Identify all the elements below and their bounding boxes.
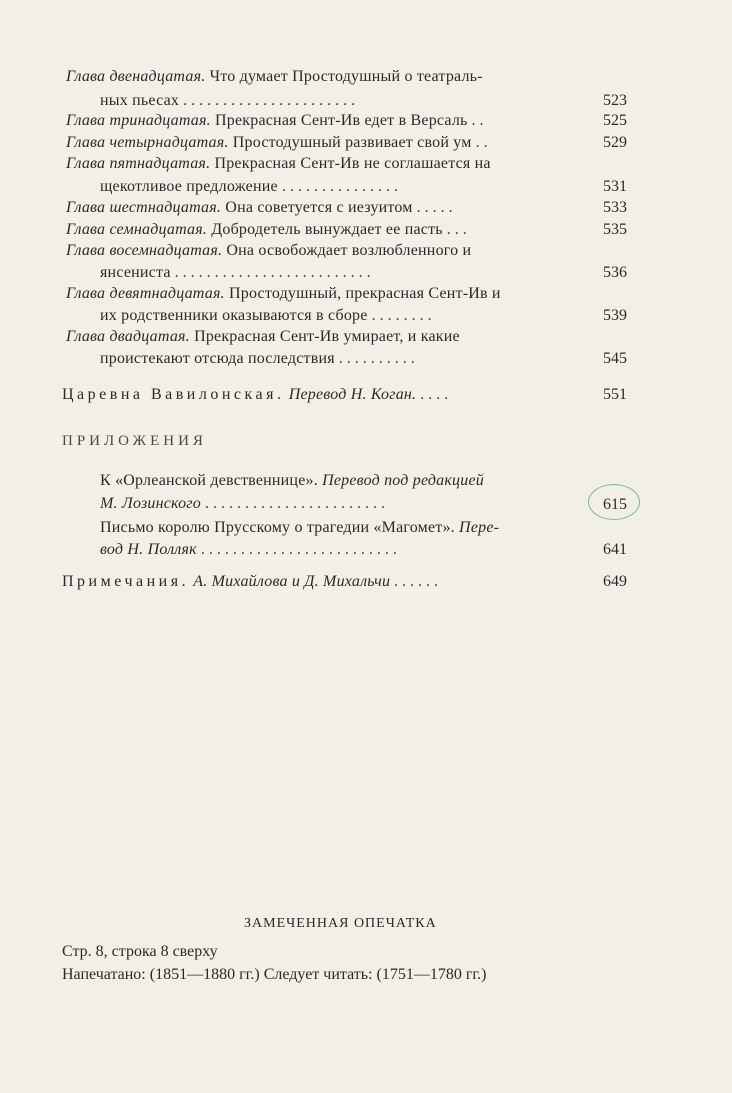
chapter-label: Глава девятнадцатая. [66,285,225,302]
errata-line-1: Стр. 8, строка 8 сверху [62,943,218,960]
toc-entry-13: Глава тринадцатая. Прекрасная Сент-Ив едет в Версаль . . [66,112,484,129]
page-number: 531 [603,178,627,195]
toc-entry-tsarevna: Царевна Вавилонская. Перевод Н. Коган. . . . . [62,386,449,403]
chapter-label: Глава пятнадцатая. [66,155,211,172]
page-number: 533 [603,199,627,216]
translator: Перевод Н. Коган. [284,386,417,403]
toc-entry-15-line1 [66,153,491,175]
appendix-editor: Перевод под редакцией [317,472,484,489]
chapter-title-cont: ных пьесах [100,92,180,109]
appendix-translator-cont: вод Н. Полляк [100,541,197,558]
appendix-title: К «Орлеанской девственнице». [100,472,318,489]
chapter-title: Прекрасная Сент-Ив не соглашается на [210,155,491,172]
chapter-title: Прекрасная Сент-Ив едет в Версаль [210,112,468,129]
chapter-title: Что думает Простодушный о театраль- [205,68,483,85]
page-number: 551 [603,386,627,403]
appendix-item-1-line1 [100,470,484,492]
chapter-label: Глава восемнадцатая. [66,242,223,259]
chapter-title-cont: янсениста [100,264,171,281]
page-number: 529 [603,134,627,151]
toc-entry-notes: Примечания. А. Михайлова и Д. Михальчи . . . . . . [62,573,439,590]
toc-entry-18-line2: янсениста . . . . . . . . . . . . . . . . . . . . . . . . . [100,264,371,281]
chapter-label: Глава двадцатая. [66,328,190,345]
toc-entry-17: Глава семнадцатая. Добродетель вынуждает ее пасть . . . [66,221,467,238]
notes-authors: А. Михайлова и Д. Михальчи [189,573,391,590]
chapter-title: Прекрасная Сент-Ив умирает, и какие [189,328,460,345]
appendix-title: Письмо королю Прусскому о трагедии «Магомет». [100,519,455,536]
chapter-title: Добродетель вынуждает ее пасть [207,221,443,238]
page-number: 523 [603,92,627,109]
page-number: 615 [603,496,627,513]
toc-entry-14: Глава четырнадцатая. Простодушный развивает свой ум . . [66,134,488,151]
appendix-item-2-line2: вод Н. Полляк . . . . . . . . . . . . . . . . . . . . . . . . . [100,541,397,558]
page-number: 525 [603,112,627,129]
chapter-label: Глава семнадцатая. [66,221,208,238]
appendix-item-1-line2: М. Лозинского . . . . . . . . . . . . . . . . . . . . . . . [100,495,385,512]
appendix-item-2-line1 [100,517,499,539]
appendix-heading: ПРИЛОЖЕНИЯ [62,433,207,449]
page-number: 536 [603,264,627,281]
chapter-title-cont: их родственники оказываются в сборе [100,307,368,324]
page-number: 641 [603,541,627,558]
appendix-translator: Пере- [454,519,500,536]
toc-entry-19-line1 [66,283,501,305]
chapter-title-cont: щекотливое предложение [100,178,278,195]
toc-entry-12-line2: ных пьесах . . . . . . . . . . . . . . . . . . . . . . [100,92,356,109]
work-title: Царевна Вавилонская. [62,386,285,403]
chapter-title-cont: проистекают отсюда последствия [100,350,335,367]
page-number: 535 [603,221,627,238]
toc-entry-12-line1 [66,66,483,88]
page-number: 545 [603,350,627,367]
chapter-title: Она освобождает возлюбленного и [222,242,472,259]
page-number: 539 [603,307,627,324]
toc-entry-18-line1 [66,240,471,262]
toc-entry-20-line1 [66,326,460,348]
toc-entry-16: Глава шестнадцатая. Она советуется с иезуитом . . . . . [66,199,453,216]
toc-entry-15-line2: щекотливое предложение . . . . . . . . . . . . . . . [100,178,398,195]
chapter-title: Простодушный развивает свой ум [228,134,472,151]
chapter-title: Она советуется с иезуитом [221,199,413,216]
chapter-label: Глава шестнадцатая. [66,199,222,216]
chapter-label: Глава тринадцатая. [66,112,211,129]
toc-entry-19-line2: их родственники оказываются в сборе . . . . . . . . [100,307,432,324]
appendix-editor-cont: М. Лозинского [100,495,201,512]
chapter-label: Глава четырнадцатая. [66,134,229,151]
notes-title: Примечания. [62,573,190,590]
errata-title: ЗАМЕЧЕННАЯ ОПЕЧАТКА [244,916,437,931]
page-number: 649 [603,573,627,590]
toc-entry-20-line2: проистекают отсюда последствия . . . . . . . . . . [100,350,415,367]
chapter-title: Простодушный, прекрасная Сент-Ив и [224,285,501,302]
errata-line-2: Напечатано: (1851—1880 гг.) Следует читать: (1751—1780 гг.) [62,966,487,983]
chapter-label: Глава двенадцатая. [66,68,206,85]
